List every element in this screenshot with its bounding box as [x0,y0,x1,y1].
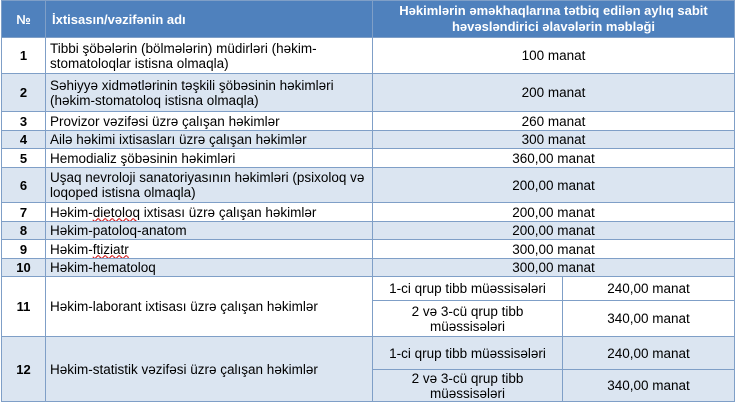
row-name: Tibbi şöbələrin (bölmələrin) müdirləri (həkim-stomatoloqlar istisna olmaqla) [46,38,373,74]
row-name [46,240,373,259]
table-header-row [2,1,735,38]
group-label: 2 və 3-cü qrup tibb müəssisələri [373,370,563,402]
row-number: 12 [2,337,46,402]
row-amount: 300 manat [373,131,735,149]
table-row [2,168,735,203]
row-name-part: ixtisası üzrə çalışan həkimlər [140,204,317,220]
row-name: Ailə həkimi ixtisasları üzrə çalışan həkimlər [46,131,373,149]
row-number: 5 [2,149,46,168]
row-name-part: Həkim- [50,204,93,220]
row-amount: 200,00 manat [373,222,735,240]
group-amount: 340,00 manat [563,370,735,402]
row-amount: 300,00 manat [373,240,735,259]
table-row [2,259,735,277]
group-amount: 240,00 manat [563,277,735,301]
row-number: 6 [2,168,46,203]
row-number: 3 [2,112,46,131]
row-name: Səhiyyə xidmətlərinin təşkili şöbəsinin həkimləri (həkim-stomatoloq istisna olmaqla) [46,74,373,112]
table-row [2,131,735,149]
table-row [2,222,735,240]
row-name: Həkim-hematoloq [46,259,373,277]
table-row [2,74,735,112]
header-name: İxtisasın/vəzifənin adı [46,1,373,38]
row-name: Həkim-patoloq-anatom [46,222,373,240]
header-amount: Həkimlərin əməkhaqlarına tətbiq edilən aylıq sabit həvəsləndirici əlavələrin məbləği [373,1,735,38]
row-amount: 360,00 manat [373,149,735,168]
row-number: 8 [2,222,46,240]
row-number: 4 [2,131,46,149]
row-number: 1 [2,38,46,74]
table-row [2,240,735,259]
row-amount: 100 manat [373,38,735,74]
row-number: 11 [2,277,46,337]
row-amount: 300,00 manat [373,259,735,277]
group-label: 1-ci qrup tibb müəssisələri [373,277,563,301]
group-label: 1-ci qrup tibb müəssisələri [373,337,563,370]
row-amount: 200,00 manat [373,168,735,203]
row-name: Uşaq nevroloji sanatoriyasının həkimləri (psixoloq və loqoped istisna olmaqla) [46,168,373,203]
spellcheck-word: ftiziatr [92,241,129,257]
row-number: 9 [2,240,46,259]
header-num: № [2,1,46,38]
row-name: Provizor vəzifəsi üzrə çalışan həkimlər [46,112,373,131]
row-number: 10 [2,259,46,277]
row-amount: 200 manat [373,74,735,112]
row-name: Həkim-laborant ixtisası üzrə çalışan həkimlər [46,277,373,337]
group-amount: 340,00 manat [563,301,735,337]
table-row [2,112,735,131]
row-name: Həkim-statistik vəzifəsi üzrə çalışan həkimlər [46,337,373,402]
group-label: 2 və 3-cü qrup tibb müəssisələri [373,301,563,337]
table-row [2,149,735,168]
row-name: Hemodializ şöbəsinin həkimləri [46,149,373,168]
row-amount: 260 manat [373,112,735,131]
table-row [2,203,735,222]
row-name-part: Həkim- [50,241,93,257]
table-row [2,337,735,370]
row-number: 7 [2,203,46,222]
spellcheck-word: dietoloq [92,204,141,220]
row-name [46,203,373,222]
table-row [2,38,735,74]
incentive-table [1,0,735,402]
row-number: 2 [2,74,46,112]
row-amount: 200,00 manat [373,203,735,222]
table-row [2,277,735,301]
group-amount: 240,00 manat [563,337,735,370]
